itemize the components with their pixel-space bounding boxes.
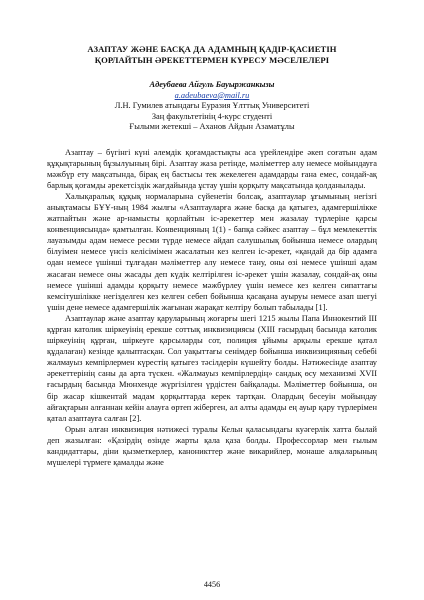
author-student-status: Заң факультетінің 4-курс студенті: [151, 111, 273, 121]
author-university: Л.Н. Гумилев атындағы Еуразия Ұлттық Университеті: [114, 101, 310, 110]
page-number: 4456: [203, 580, 221, 589]
paragraph: Халықаралық құқық нормаларына сүйенетін болсақ, азаптаулар ұғымының негізгі анықтамасы БҰҰ-ның 1984 жылғы «Азаптауларға және басқа да қатыгез, адамгершілікке жатпайтын және ар-намысты қорлайтын іс-әрекеттер мен жазалау түрлеріне қарсы конвенциясында» қамтылған. Конвенцияның 1(1) - бапқа сәйкес азаптау – бұл мемлекеттік лауазымды адам немесе ресми түрде немесе айдап салушылық бойынша немесе олардың білуімен немесе үнсіз келісімімен жасалатын кез келген іс-әрекет, «қандай да бір адамға одан немесе үшінші тұлғадан мәліметтер алу немесе тану, оны өзі немесе үшінші адам жасаған немесе оны жасады деп күдік келтірілген іс-әрекет үшін жазалау, сондай-ақ оны немесе үшінші адамды қорқыту немесе мәжбүрлеу үшін немесе кез келген сипаттағы кемсітушілікке негізделген кез келген себеп бойынша қасақана ауыруы немесе азап шегуі үшін дене немесе адамгершілік жағынан жарақат келтіру болып табылады [1].: [47, 191, 377, 312]
paragraph: Азаптаулар және азаптау қаруларының жоғарғы шегі 1215 жылы Папа Иннокентий III құрған католик шіркеуінің ерекше соттық инквизициясы (XIII ғасырдың басында католик шіркеуінің құрған, шіркеуге қарсыларды сот, полиция ұйымы арқылы ерекше қатал құдалаған) кезінде қалыптасқан. Сол уақыттағы сенімдер бойынша инквизицияның себебі жалмауыз кемпірлермен күрестің қатыгез тәсілдерін күшейту болды. Нәтижесінде азаптау әрекеттерінің саны да арта түскен. «Жалмауыз кемпірлердің» сандық өсу механизмі XVII ғасырдың басында Мюнхенде жүргізілген үрдістен байқалады. Мәліметтер бойынша, он бір жасар кішкентай мадам қорқыттарда керек тартқан. Олардың бесеуін мойындау айғақтарын алғаннан кейін алауға өртеп жіберген, ал алты адамды ең ауыр қару түрлерімен қатал азаптауға салған [2].: [47, 313, 377, 423]
author-block: [47, 80, 377, 133]
paper-body: [47, 147, 377, 469]
paragraph: Орын алған инквизиция нәтижесі туралы Кельн қаласындағы куәгерлік хатта былай деп жазылған: «Қазірдің өзінде жарты қала қаза болды. Профессорлар мен ғылым кандидаттары, діни қызметкерлер, каноникттер және викарийлер, монаше алқаларының мүшелері түрмеге қамалды және: [47, 424, 377, 468]
paragraph: Азаптау – бүгінгі күні әлемдік қоғамдастықты аса үрейлендіре әкеп соғатын адам құқықтарының бұзылуының бірі. Азаптау жаза ретінде, мәліметтер алу немесе мойындауға мәжбүр ету мақсатында, бірақ ең бастысы тек жекелеген адамдарды ғана емес, сондай-ақ барлық қоғамды әрекетсіздік жағдайында ұстау үшін қорқыту мақсатында қолданылады.: [47, 147, 377, 190]
author-email-link[interactable]: a.adeubaeva@mail.ru: [174, 90, 250, 100]
title-line-1: АЗАПТАУ ЖӘНЕ БАСҚА ДА АДАМНЫҢ ҚАДІР-ҚАСИЕТІН: [87, 44, 337, 54]
author-name: Адеубаева Айгуль Бауыржанкызы: [149, 80, 275, 89]
author-supervisor: Ғылыми жетекші – Аханов Айдын Азаматұлы: [129, 122, 295, 131]
title-line-2: ҚОРЛАЙТЫН ӘРЕКЕТТЕРМЕН КҮРЕСУ МӘСЕЛЕЛЕРІ: [94, 55, 330, 65]
paper-title: [47, 44, 377, 66]
